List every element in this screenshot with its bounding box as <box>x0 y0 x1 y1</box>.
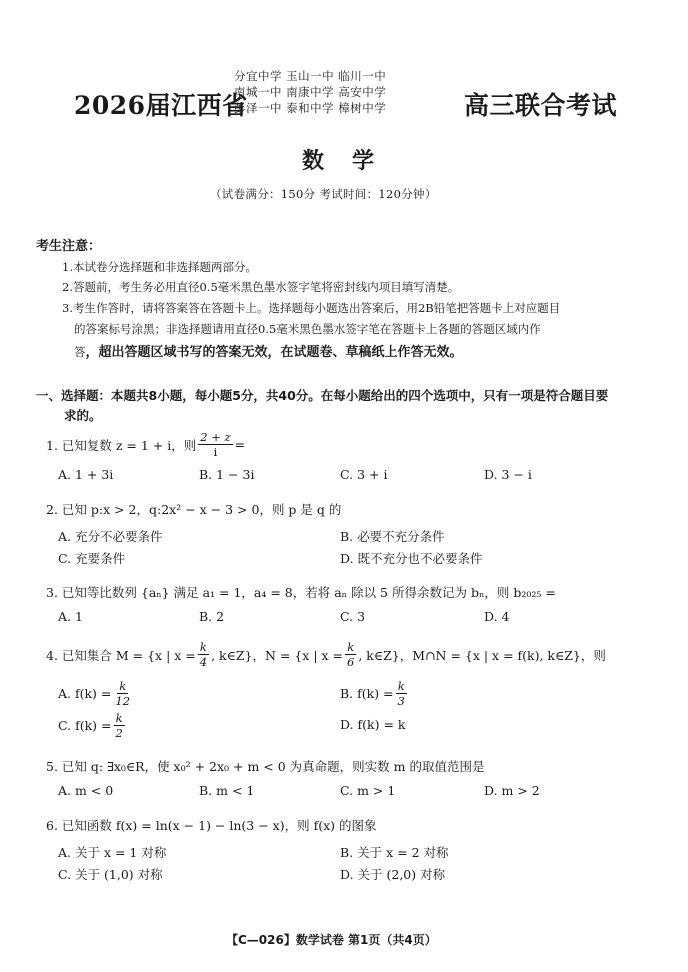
q4-text-mid: , k∈Z}，N = {x | x = <box>211 647 344 663</box>
notice-title: 考生注意： <box>36 239 102 254</box>
question-2-stem: 2. 已知 p:x > 2，q:2x² − x − 3 > 0，则 p 是 q 的 <box>46 502 342 517</box>
q3-option-b: B. 2 <box>199 609 225 624</box>
q1-eq: = <box>234 437 246 452</box>
q1-option-d: D. 3 − i <box>484 467 532 482</box>
q3-option-a: A. 1 <box>58 609 83 624</box>
notice-line-3c-prefix: 答 <box>74 345 86 359</box>
notice-warning: ，超出答题区域书写的答案无效，在试题卷、草稿纸上作答无效。 <box>85 345 463 360</box>
section-title: 一、选择题：本题共8小题，每小题5分，共40分。在每小题给出的四个选项中，只有一项是符合题目要 <box>36 388 609 403</box>
q1-option-a: A. 1 + 3i <box>58 467 114 482</box>
q4-m-num: k <box>199 640 207 654</box>
q4-a-fraction <box>113 679 132 708</box>
page-footer: 【C—026】数学试卷 第1页（共4页） <box>226 933 437 947</box>
q4-option-a <box>58 679 134 708</box>
q4-b-num: k <box>397 679 405 693</box>
q5-option-c: C. m > 1 <box>340 783 396 798</box>
q4-c-pre: C. f(k) = <box>58 718 112 733</box>
notice-line-2: 2.答题前，考生务必用直径0.5毫米黑色墨水签字笔将密封线内项目填写清楚。 <box>62 280 460 294</box>
q1-frac-num: 2 + z <box>200 430 231 444</box>
q1-fraction <box>198 430 232 459</box>
q4-b-pre: B. f(k) = <box>340 686 394 701</box>
subject-title: 数学 <box>302 148 403 174</box>
q2-option-b: B. 必要不充分条件 <box>340 529 445 544</box>
question-5-stem: 5. 已知 q: ∃x₀∈R，使 x₀² + 2x₀ + m < 0 为真命题，则实数 m 的取值范围是 <box>46 759 485 774</box>
q3-option-c: C. 3 <box>340 609 366 624</box>
notice-line-1: 1.本试卷分选择题和非选择题两部分。 <box>62 260 257 274</box>
q6-option-a: A. 关于 x = 1 对称 <box>58 845 167 860</box>
q6-option-c: C. 关于 (1,0) 对称 <box>58 867 163 882</box>
schools-list <box>234 68 386 116</box>
notice-line-3: 3.考生作答时，请将答案答在答题卡上。选择题每小题选出答案后，用2B铅笔把答题卡上对应题目 <box>62 301 561 315</box>
section-title-cont: 求的。 <box>64 408 102 423</box>
question-1-stem <box>46 430 245 459</box>
q4-option-b <box>340 679 409 708</box>
q1-text: 1. 已知复数 z = 1 + i，则 <box>46 437 197 453</box>
q3-option-d: D. 4 <box>484 609 510 624</box>
q4-a-den: 12 <box>115 694 131 708</box>
exam-year-province: 2026届江西省 <box>74 91 248 120</box>
q4-n-num: k <box>347 640 355 654</box>
notice-line-3c <box>74 341 463 360</box>
q4-c-num: k <box>115 711 123 725</box>
q4-c-den: 2 <box>115 726 123 740</box>
exam-name: 高三联合考试 <box>464 91 618 120</box>
q1-option-b: B. 1 − 3i <box>199 467 255 482</box>
q4-b-fraction <box>396 679 407 708</box>
question-6-stem: 6. 已知函数 f(x) = ln(x − 1) − ln(3 − x)，则 f(x) 的图象 <box>46 818 377 833</box>
schools-row-2: 南城一中 南康中学 高安中学 <box>234 85 387 99</box>
q4-n-den: 6 <box>347 655 355 669</box>
q4-m-den: 4 <box>199 655 208 669</box>
q4-a-num: k <box>119 679 127 693</box>
q6-option-d: D. 关于 (2,0) 对称 <box>340 867 446 882</box>
question-3-stem: 3. 已知等比数列 {aₙ} 满足 a₁ = 1，a₄ = 8，若将 aₙ 除以 5 所得余数记为 bₙ，则 b₂₀₂₅ = <box>46 585 556 600</box>
q5-option-b: B. m < 1 <box>199 783 255 798</box>
q5-option-d: D. m > 2 <box>484 783 540 798</box>
q4-b-den: 3 <box>397 694 405 708</box>
q4-option-d: D. f(k) = k <box>340 717 406 732</box>
q5-option-a: A. m < 0 <box>58 783 114 798</box>
exam-meta: （试卷满分：150分 考试时间：120分钟） <box>210 187 437 201</box>
q4-text-end: , k∈Z}，M∩N = {x | x = f(k), k∈Z}，则 <box>358 647 606 663</box>
q4-option-c <box>58 711 127 740</box>
q1-frac-den: i <box>213 445 218 459</box>
q2-option-a: A. 充分不必要条件 <box>58 529 163 544</box>
question-4-stem <box>46 640 606 669</box>
q2-option-c: C. 充要条件 <box>58 551 126 566</box>
q4-c-fraction <box>113 711 124 740</box>
notice-line-3b: 的答案标号涂黑；非选择题请用直径0.5毫米黑色墨水签字笔在答题卡上各题的答题区域内作 <box>74 322 541 336</box>
schools-row-1: 分宜中学 玉山一中 临川一中 <box>234 69 387 83</box>
q4-m-fraction <box>198 640 209 669</box>
q2-option-d: D. 既不充分也不必要条件 <box>340 551 483 566</box>
q4-a-pre: A. f(k) = <box>58 686 112 701</box>
q4-n-fraction <box>345 640 356 669</box>
q4-text-start: 4. 已知集合 M = {x | x = <box>46 647 196 663</box>
schools-row-3: 彭泽一中 泰和中学 樟树中学 <box>234 101 387 115</box>
q1-option-c: C. 3 + i <box>340 467 388 482</box>
q6-option-b: B. 关于 x = 2 对称 <box>340 845 449 860</box>
